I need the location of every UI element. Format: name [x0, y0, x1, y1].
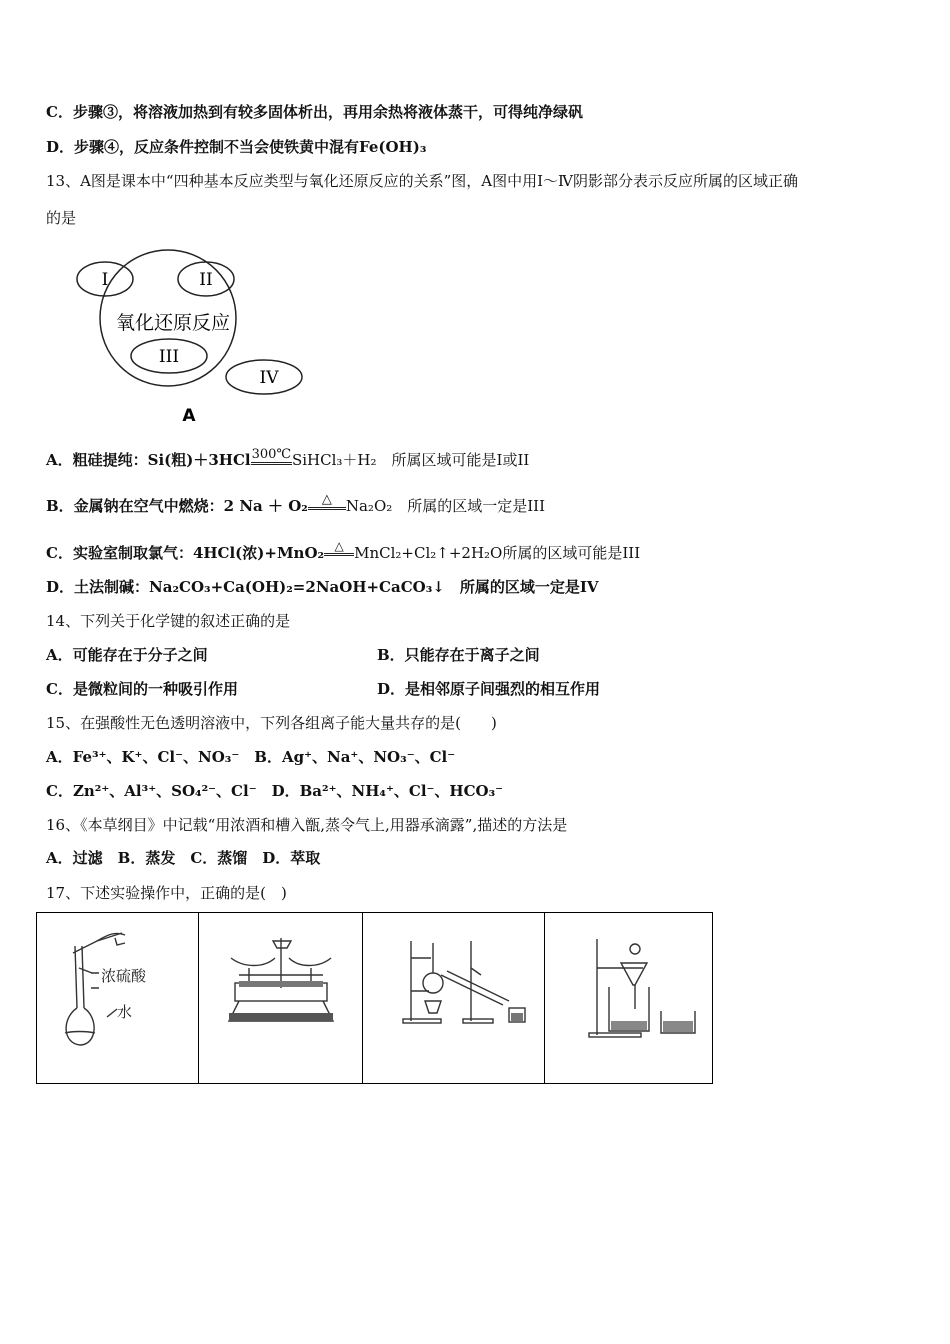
q15-options-ab: A．Fe³⁺、K⁺、Cl⁻、NO₃⁻ B．Ag⁺、Na⁺、NO₃⁻、Cl⁻	[46, 748, 456, 766]
q12-option-c-text: C．步骤③，将溶液加热到有较多固体析出，再用余热将液体蒸干，可得纯净绿矾	[46, 103, 583, 121]
apparatus-cell-filtration	[545, 913, 712, 1083]
label-water: 水	[117, 1003, 133, 1021]
q13-option-d-text: D．土法制碱：Na₂CO₃+Ca(OH)₂=2NaOH+CaCO₃↓ 所属的区域一定是IV	[46, 578, 599, 596]
distillation-apparatus-icon	[363, 913, 545, 1083]
dilution-apparatus-icon	[37, 913, 199, 1083]
q15-options-cd: C．Zn²⁺、Al³⁺、SO₄²⁻、Cl⁻ D．Ba²⁺、NH₄⁺、Cl⁻、HCO₃⁻	[46, 782, 504, 800]
reaction-condition-c: △	[324, 540, 354, 556]
redox-relationship-diagram	[70, 248, 320, 428]
balance-icon	[199, 913, 363, 1083]
q12-option-d-text: D．步骤④，反应条件控制不当会使铁黄中混有Fe(OH)₃	[46, 138, 427, 156]
q16-options: A．过滤 B．蒸发 C．蒸馏 D．萃取	[46, 849, 321, 867]
reaction-condition-a: 300℃	[251, 448, 292, 465]
q13-option-a-rest: SiHCl₃＋H₂ 所属区域可能是I或II	[291, 451, 530, 469]
q13-option-c-text: C．实验室制取氯气：4HCl(浓)+MnO₂	[46, 544, 325, 562]
label-concentrated-sulfuric-acid: 浓硫酸	[101, 967, 147, 985]
q15-stem: 15、在强酸性无色透明溶液中，下列各组离子能大量共存的是( )	[46, 714, 497, 732]
q13-option-b-rest: Na₂O₂ 所属的区域一定是III	[345, 497, 546, 515]
q14-option-a: A．可能存在于分子之间	[46, 646, 208, 664]
redox-label: 氧化还原反应	[115, 312, 231, 334]
q13-option-a	[46, 447, 530, 472]
reaction-condition-b: △	[308, 493, 346, 510]
q12-option-d	[46, 137, 426, 157]
apparatus-table	[36, 912, 713, 1084]
q14-option-b: B．只能存在于离子之间	[377, 646, 540, 664]
q13-stem-line2: 的是	[46, 209, 77, 227]
apparatus-cell-distillation	[363, 913, 545, 1083]
region-1-label: I	[101, 270, 109, 290]
q13-option-b-text: B．金属钠在空气中燃烧：2 Na ＋ O₂	[46, 497, 308, 515]
q13-option-d	[46, 577, 599, 597]
q17-stem: 17、下述实验操作中，正确的是( )	[46, 884, 287, 902]
apparatus-cell-balance	[199, 913, 363, 1083]
q14-option-d: D．是相邻原子间强烈的相互作用	[377, 680, 601, 698]
q12-option-c	[46, 102, 583, 122]
region-2-label: II	[199, 270, 213, 290]
diagram-caption: A	[182, 406, 196, 426]
q13-option-b	[46, 492, 546, 518]
q13-option-a-text: A．粗硅提纯：Si(粗)＋3HCl	[46, 451, 251, 469]
q13-stem-line1: 13、A图是课本中“四种基本反应类型与氧化还原反应的关系”图，A图中用Ⅰ～Ⅳ阴影部分表示反应所属的区域正确	[46, 172, 799, 190]
region-3-label: III	[158, 347, 180, 367]
q13-option-c	[46, 539, 641, 564]
q13-option-c-rest: MnCl₂+Cl₂↑+2H₂O所属的区域可能是III	[354, 544, 641, 562]
q16-stem: 16、《本草纲目》中记载“用浓酒和槽入甑,蒸令气上,用器承滴露”,描述的方法是	[46, 816, 568, 834]
q14-option-c: C．是微粒间的一种吸引作用	[46, 680, 238, 698]
region-4-label: IV	[259, 368, 279, 388]
q14-stem: 14、下列关于化学键的叙述正确的是	[46, 612, 291, 630]
apparatus-cell-dilution	[37, 913, 199, 1083]
filtration-apparatus-icon	[545, 913, 712, 1083]
